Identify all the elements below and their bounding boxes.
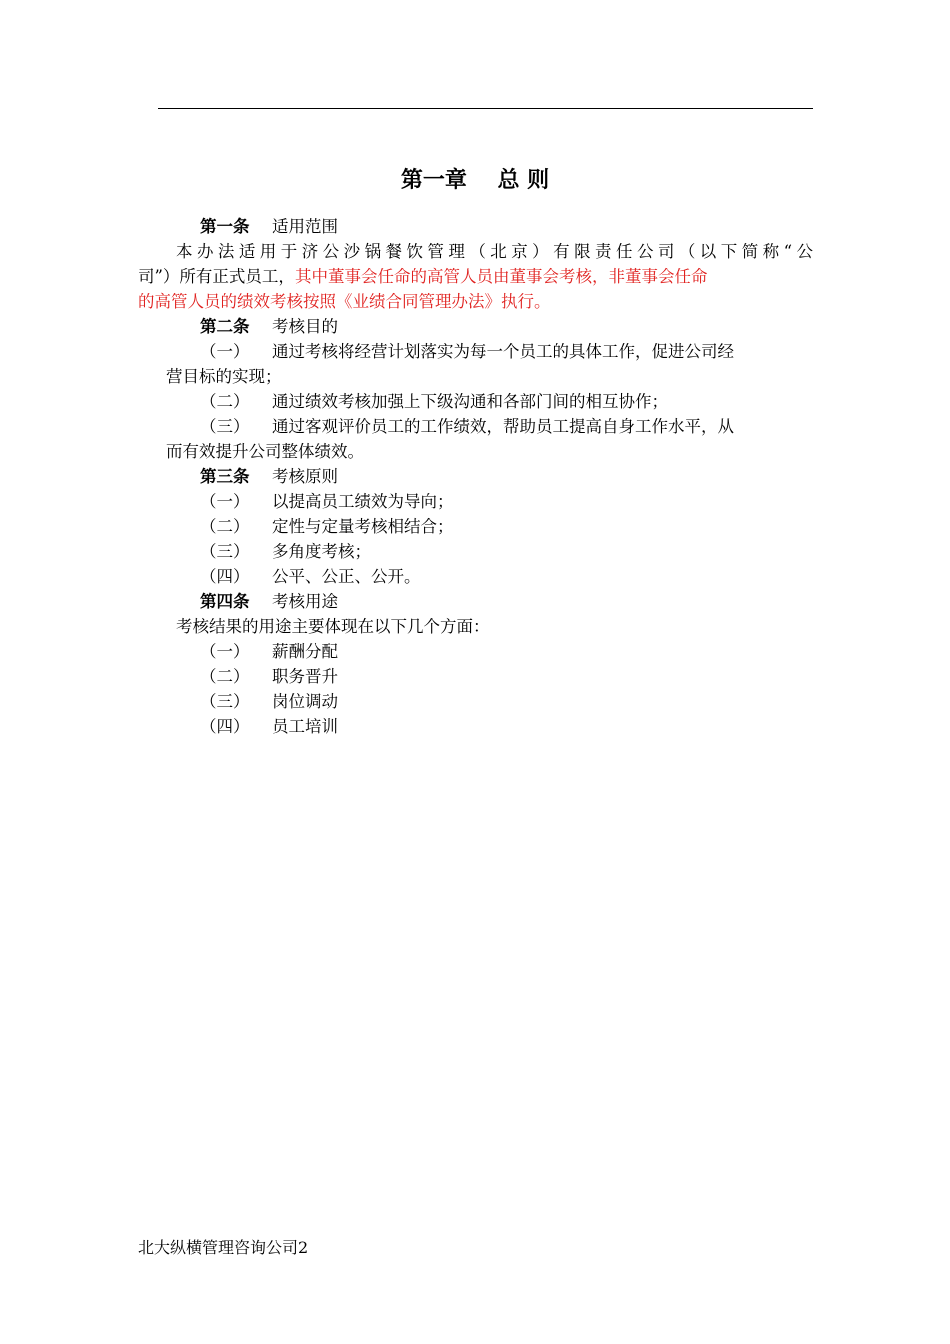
article-3-label: 第三条: [200, 467, 250, 486]
article-3-item-1-num: （一）: [200, 492, 250, 511]
article-2-item-1-cont: 营目标的实现；: [166, 367, 282, 386]
article-2-item-1: [200, 339, 734, 364]
article-3-item-2-text: 定性与定量考核相结合；: [272, 517, 454, 536]
article-3-item-2-num: （二）: [200, 517, 250, 536]
article-4-item-2-text: 职务晋升: [272, 667, 338, 686]
article-2-item-3-num: （三）: [200, 417, 250, 436]
article-4-item-1: [200, 639, 338, 664]
article-3-item-3: [200, 539, 371, 564]
article-3-item-3-text: 多角度考核；: [272, 542, 371, 561]
article-1-label: 第一条: [200, 217, 250, 236]
article-3-title: 考核原则: [272, 467, 338, 486]
article-1-heading: [200, 214, 338, 239]
article-3-heading: [200, 464, 338, 489]
article-2-item-2: [200, 389, 668, 414]
article-4-heading: [200, 589, 338, 614]
article-4-item-1-text: 薪酬分配: [272, 642, 338, 661]
article-4-title: 考核用途: [272, 592, 338, 611]
article-4-item-3-text: 岗位调动: [272, 692, 338, 711]
article-3-item-4: [200, 564, 421, 589]
header-rule: [158, 108, 813, 109]
article-2-item-3: [200, 414, 734, 439]
article-1-line-1: 本办法适用于济公沙锅餐饮管理（北京）有限责任公司（以下简称“公: [176, 242, 813, 261]
article-4-item-3-num: （三）: [200, 692, 250, 711]
article-1-line-2-normal: 司”）所有正式员工，: [138, 267, 295, 286]
article-4-item-2: [200, 664, 338, 689]
article-4-intro: 考核结果的用途主要体现在以下几个方面：: [176, 617, 490, 636]
article-2-item-3-text: 通过客观评价员工的工作绩效，帮助员工提高自身工作水平，从: [272, 417, 734, 436]
article-4-item-2-num: （二）: [200, 667, 250, 686]
article-4-label: 第四条: [200, 592, 250, 611]
article-4-item-4-num: （四）: [200, 717, 250, 736]
article-4-item-4-text: 员工培训: [272, 717, 338, 736]
article-2-item-2-text: 通过绩效考核加强上下级沟通和各部门间的相互协作；: [272, 392, 668, 411]
article-3-item-1: [200, 489, 454, 514]
article-2-item-3-cont: 而有效提升公司整体绩效。: [166, 442, 364, 461]
article-2-item-1-text: 通过考核将经营计划落实为每一个员工的具体工作，促进公司经: [272, 342, 734, 361]
page-footer: 北大纵横管理咨询公司2: [138, 1238, 309, 1257]
article-2-item-1-num: （一）: [200, 342, 250, 361]
article-4-item-4: [200, 714, 338, 739]
article-3-item-4-num: （四）: [200, 567, 250, 586]
article-2-label: 第二条: [200, 317, 250, 336]
article-2-heading: [200, 314, 338, 339]
article-1-line-3-highlight: 的高管人员的绩效考核按照《业绩合同管理办法》执行。: [138, 292, 551, 311]
chapter-title: 第一章 总 则: [400, 168, 550, 193]
article-4-item-1-num: （一）: [200, 642, 250, 661]
article-1-title: 适用范围: [272, 217, 338, 236]
article-3-item-4-text: 公平、公正、公开。: [272, 567, 421, 586]
article-3-item-2: [200, 514, 454, 539]
article-3-item-3-num: （三）: [200, 542, 250, 561]
article-1-line-2-highlight: 其中董事会任命的高管人员由董事会考核，非董事会任命: [294, 267, 708, 286]
article-1-line-2: [138, 264, 707, 289]
article-2-item-2-num: （二）: [200, 392, 250, 411]
article-2-title: 考核目的: [272, 317, 338, 336]
article-3-item-1-text: 以提高员工绩效为导向；: [272, 492, 454, 511]
article-4-item-3: [200, 689, 338, 714]
